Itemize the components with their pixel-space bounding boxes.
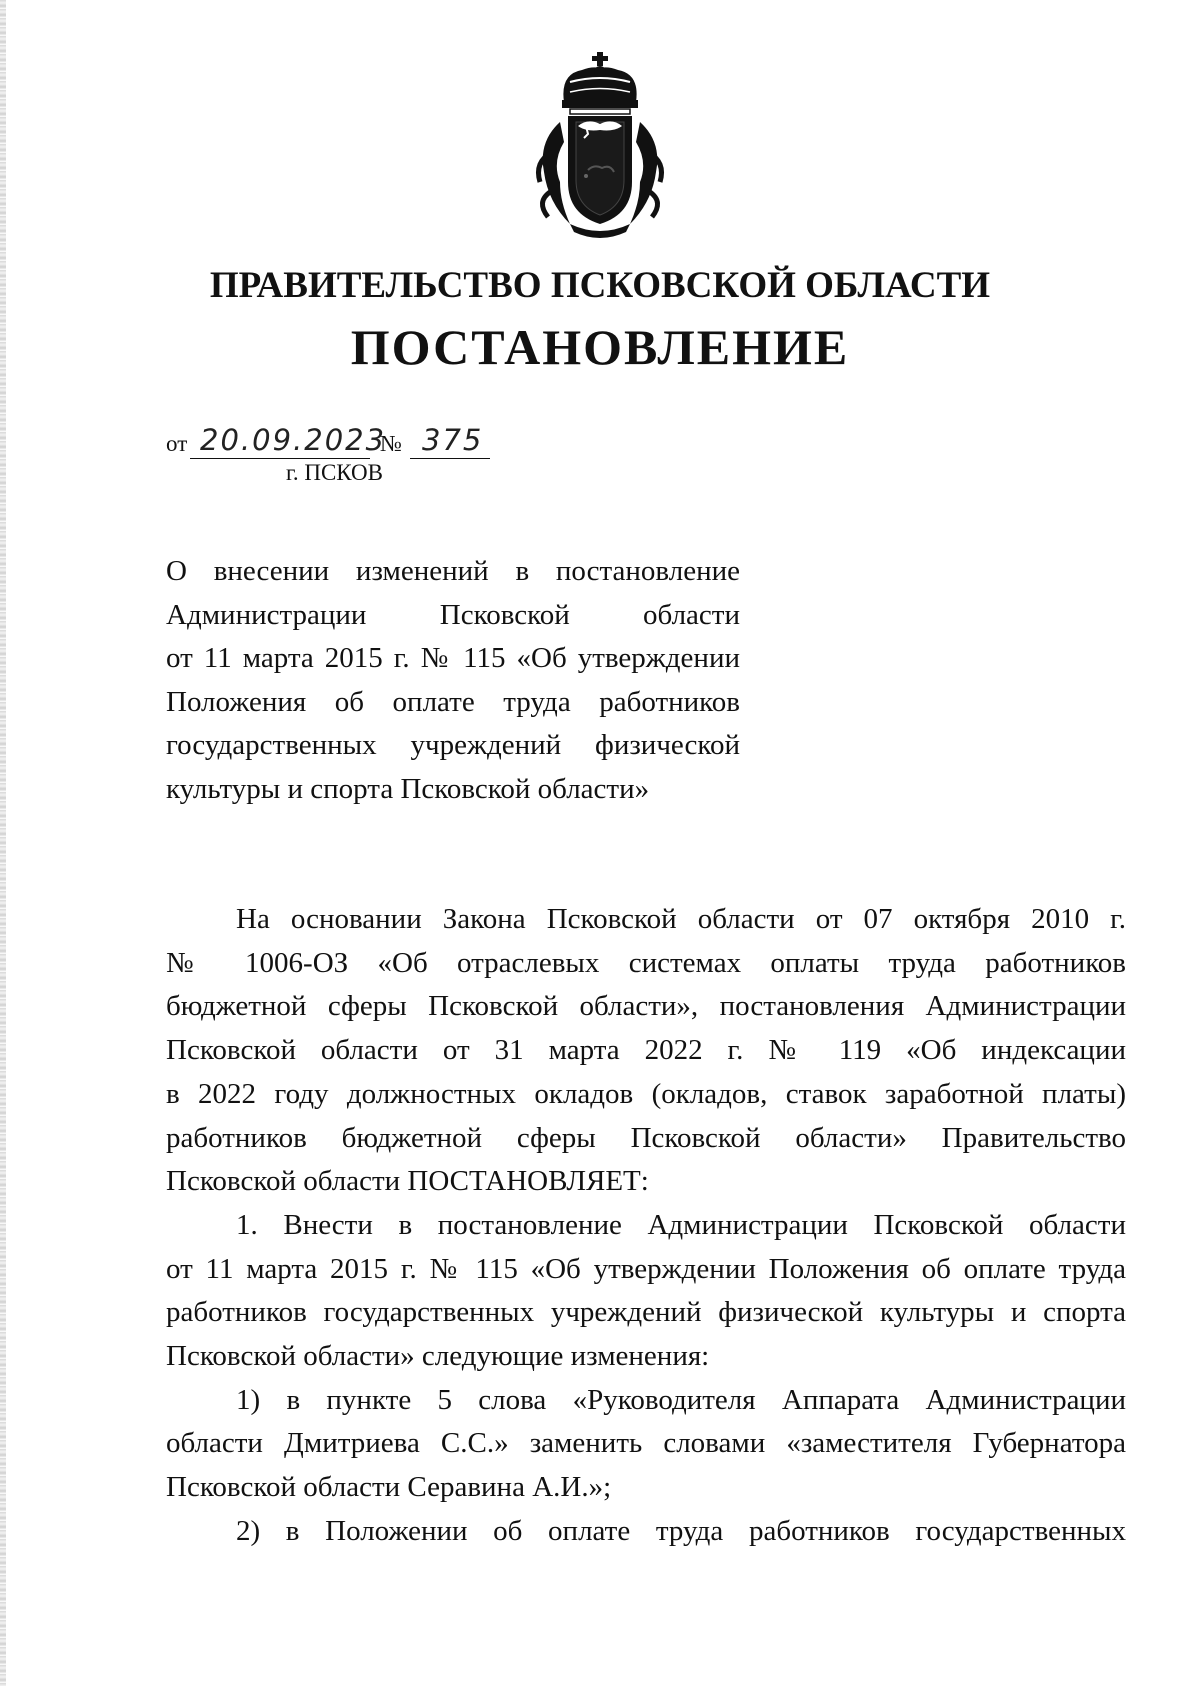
subject-line: культуры и спорта Псковской области» — [166, 772, 650, 805]
body-line: № 1006-ОЗ «Об отраслевых системах оплаты труда работников — [166, 946, 1126, 979]
body-line: На основании Закона Псковской области от 07 октября 2010 г. — [236, 903, 1126, 935]
body-line: 2) в Положении об оплате труда работников государственных — [236, 1514, 1126, 1547]
document-date: 20.09.2023 — [200, 423, 387, 457]
body-line: работников бюджетной сферы Псковской области» Правительство — [166, 1121, 1126, 1154]
date-underline — [190, 458, 370, 459]
body-line: в 2022 году должностных окладов (окладов, ставок заработной платы) — [166, 1077, 1126, 1110]
coat-of-arms-icon — [530, 52, 670, 242]
body-line: бюджетной сферы Псковской области», постановления Администрации — [166, 990, 1126, 1023]
subject-line: Положения об оплате труда работников — [166, 685, 740, 718]
document-number: 375 — [422, 423, 484, 457]
body-line: области Дмитриева С.С.» заменить словами «заместителя Губернатора — [166, 1427, 1126, 1460]
body-line: Псковской области от 31 марта 2022 г. № 119 «Об индексации — [166, 1034, 1126, 1067]
number-label: № — [380, 431, 402, 456]
body-line: Псковской области ПОСТАНОВЛЯЕТ: — [166, 1165, 649, 1198]
body-line: 1. Внести в постановление Администрации Псковской области — [236, 1208, 1126, 1241]
body-line: Псковской области Серавина А.И.»; — [166, 1471, 612, 1504]
subject-line: от 11 марта 2015 г. № 115 «Об утверждении — [166, 642, 740, 674]
body-line: от 11 марта 2015 г. № 115 «Об утверждении Положения об оплате труда — [166, 1252, 1126, 1285]
subject-line: Администрации Псковской области — [166, 598, 740, 631]
document-type-title: ПОСТАНОВЛЕНИЕ — [350, 319, 850, 375]
subject-line: О внесении изменений в постановление — [166, 555, 740, 587]
city-label: г. ПСКОВ — [286, 460, 384, 485]
document-body — [166, 898, 1126, 1554]
date-number-line — [166, 425, 586, 465]
number-underline — [410, 458, 490, 459]
organization-title: ПРАВИТЕЛЬСТВО ПСКОВСКОЙ ОБЛАСТИ — [209, 265, 991, 306]
body-line: 1) в пункте 5 слова «Руководителя Аппарата Администрации — [236, 1383, 1126, 1416]
scan-edge — [0, 0, 6, 1686]
body-line: работников государственных учреждений физической культуры и спорта — [166, 1296, 1126, 1329]
subject-line: государственных учреждений физической — [166, 729, 740, 761]
date-from-label: от — [166, 431, 188, 456]
document-subject — [166, 550, 740, 811]
body-line: Псковской области» следующие изменения: — [166, 1340, 710, 1373]
